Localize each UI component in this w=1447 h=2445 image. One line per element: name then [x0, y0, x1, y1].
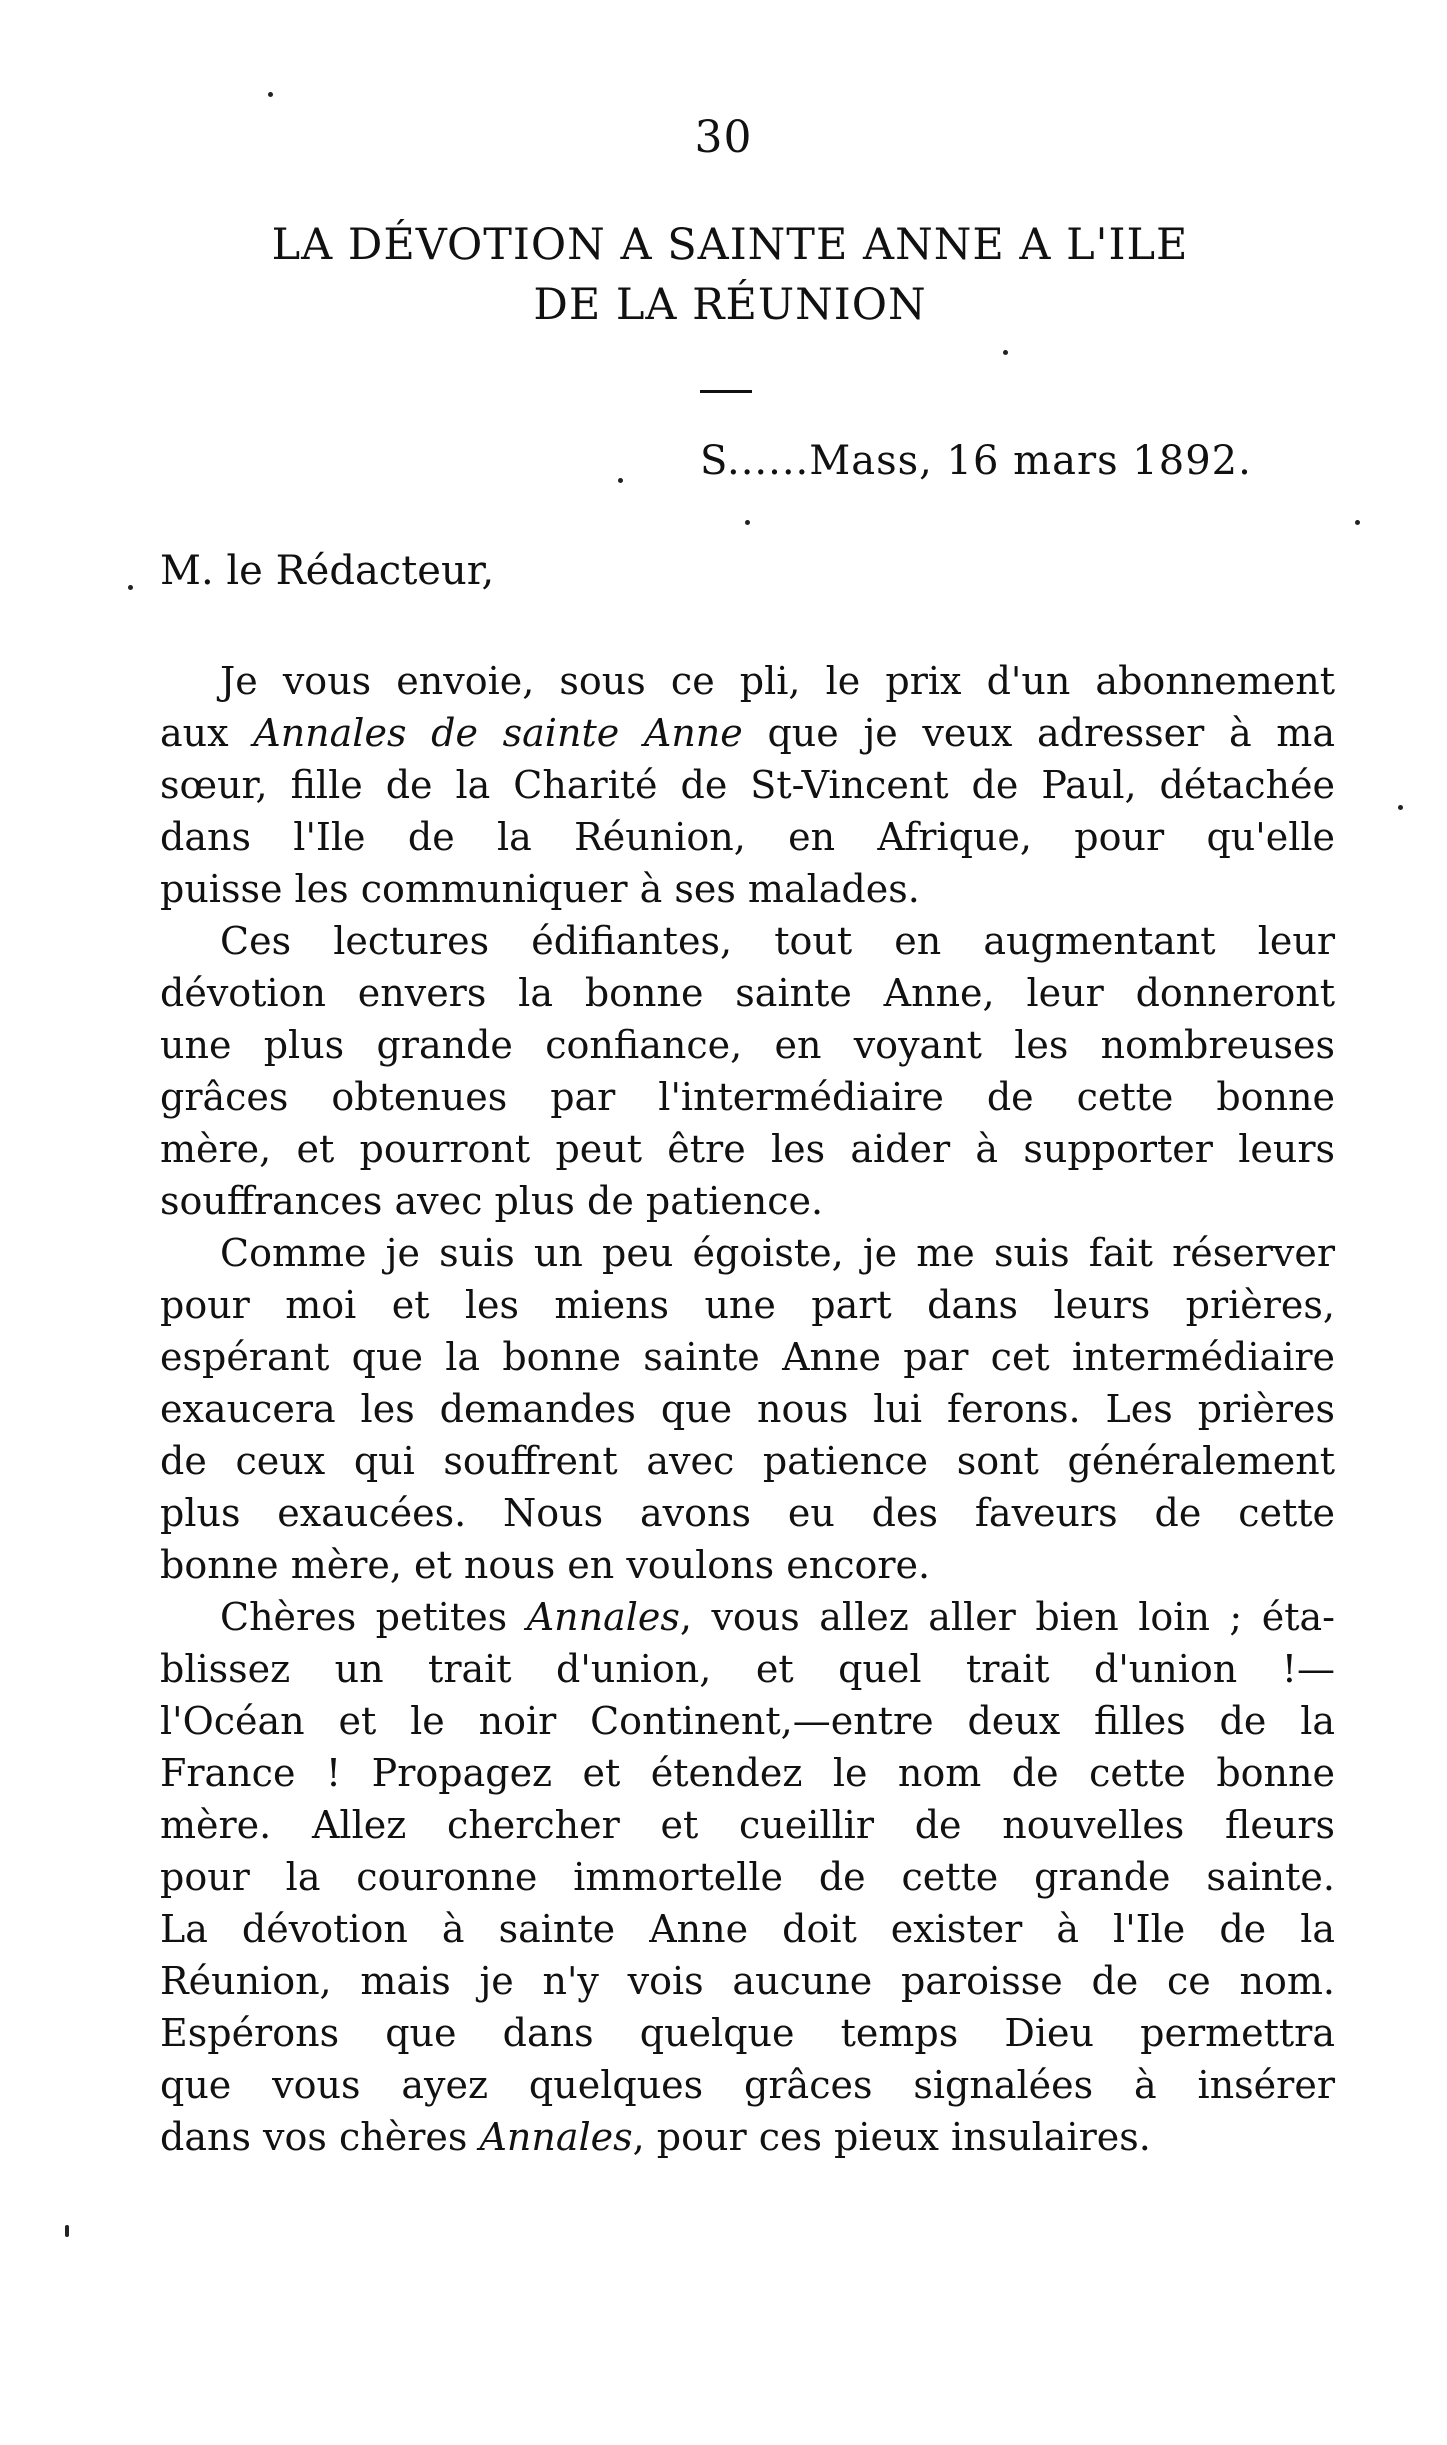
- text-line: [160, 1175, 1335, 1227]
- text-line: [160, 1487, 1335, 1539]
- text-segment: dans vos chères: [160, 2115, 480, 2159]
- text-line: [160, 1279, 1335, 1331]
- text-segment: pour la couronne immortelle de cette grande sainte.: [160, 1855, 1335, 1899]
- text-segment: souffrances avec plus de patience.: [160, 1179, 824, 1223]
- text-segment: grâces obtenues par l'intermédiaire de cette bonne: [160, 1075, 1335, 1119]
- print-speck: [65, 2225, 69, 2237]
- text-line: [160, 1591, 1335, 1643]
- page-number: 30: [694, 112, 753, 163]
- text-line: [160, 967, 1335, 1019]
- text-segment: France ! Propagez et étendez le nom de cette bonne: [160, 1751, 1335, 1795]
- text-line: [160, 915, 1335, 967]
- text-segment: espérant que la bonne sainte Anne par cet intermédiaire: [160, 1335, 1335, 1379]
- text-line: [160, 1955, 1335, 2007]
- print-speck: [1398, 805, 1403, 810]
- text-segment: Réunion, mais je n'y vois aucune paroisse de ce nom.: [160, 1959, 1335, 2003]
- text-segment: mère. Allez chercher et cueillir de nouvelles fleurs: [160, 1803, 1335, 1847]
- text-segment: une plus grande confiance, en voyant les nombreuses: [160, 1023, 1335, 1067]
- letter-body: [160, 655, 1335, 2163]
- text-segment: que je veux adresser à ma: [742, 711, 1336, 755]
- text-line: [160, 1435, 1335, 1487]
- italic-title: Annales de sainte Anne: [253, 711, 743, 755]
- text-segment: blissez un trait d'union, et quel trait d'union !—: [160, 1647, 1335, 1691]
- text-segment: plus exaucées. Nous avons eu des faveurs de cette: [160, 1491, 1335, 1535]
- text-line: [160, 863, 1335, 915]
- text-line: [160, 1539, 1335, 1591]
- paragraph: [160, 1227, 1335, 1591]
- text-line: [160, 1903, 1335, 1955]
- print-speck: [745, 520, 750, 525]
- text-segment: sœur, fille de la Charité de St-Vincent de Paul, détachée: [160, 763, 1335, 807]
- text-segment: dévotion envers la bonne sainte Anne, leur donneront: [160, 971, 1335, 1015]
- print-speck: [618, 478, 623, 483]
- text-line: [160, 1227, 1335, 1279]
- text-line: [160, 1695, 1335, 1747]
- text-line: [160, 655, 1335, 707]
- article-title: [140, 215, 1320, 335]
- text-segment: pour moi et les miens une part dans leurs prières,: [160, 1283, 1335, 1327]
- text-line: [160, 1331, 1335, 1383]
- text-segment: puisse les communiquer à ses malades.: [160, 867, 920, 911]
- paragraph: [160, 655, 1335, 915]
- text-line: [160, 811, 1335, 863]
- text-segment: exaucera les demandes que nous lui ferons. Les prières: [160, 1387, 1335, 1431]
- text-segment: l'Océan et le noir Continent,—entre deux filles de la: [160, 1699, 1335, 1743]
- text-line: [160, 1019, 1335, 1071]
- text-segment: que vous ayez quelques grâces signalées à insérer: [160, 2063, 1335, 2107]
- salutation: M. le Rédacteur,: [160, 548, 495, 594]
- text-line: [160, 1747, 1335, 1799]
- print-speck: [1003, 350, 1008, 355]
- print-speck: [128, 585, 133, 590]
- text-segment: dans l'Ile de la Réunion, en Afrique, pour qu'elle: [160, 815, 1335, 859]
- paragraph: [160, 1591, 1335, 2163]
- text-line: [160, 759, 1335, 811]
- text-line: [160, 2059, 1335, 2111]
- text-segment: Espérons que dans quelque temps Dieu permettra: [160, 2011, 1335, 2055]
- text-line: [160, 1851, 1335, 1903]
- text-segment: Ces lectures édifiantes, tout en augmentant leur: [220, 919, 1335, 963]
- text-segment: Chères petites: [220, 1595, 527, 1639]
- text-segment: La dévotion à sainte Anne doit exister à l'Ile de la: [160, 1907, 1335, 1951]
- text-line: [160, 1071, 1335, 1123]
- print-speck: [1355, 520, 1360, 525]
- print-speck: [268, 92, 273, 97]
- title-line-2: DE LA RÉUNION: [533, 280, 927, 330]
- italic-title: Annales: [526, 1595, 680, 1639]
- text-segment: bonne mère, et nous en voulons encore.: [160, 1543, 931, 1587]
- dateline: S......Mass, 16 mars 1892.: [700, 438, 1252, 484]
- text-line: [160, 2007, 1335, 2059]
- title-line-1: LA DÉVOTION A SAINTE ANNE A L'ILE: [271, 220, 1189, 270]
- italic-title: Annales: [479, 2115, 633, 2159]
- paragraph: [160, 915, 1335, 1227]
- text-segment: de ceux qui souffrent avec patience sont généralement: [160, 1439, 1335, 1483]
- text-line: [160, 707, 1335, 759]
- text-line: [160, 1123, 1335, 1175]
- text-segment: , pour ces pieux insulaires.: [632, 2115, 1151, 2159]
- text-segment: Comme je suis un peu égoiste, je me suis fait réserver: [220, 1231, 1335, 1275]
- title-separator: [700, 390, 752, 393]
- text-segment: aux: [160, 711, 254, 755]
- text-segment: Je vous envoie, sous ce pli, le prix d'un abonnement: [220, 659, 1335, 703]
- text-line: [160, 1643, 1335, 1695]
- text-segment: , vous allez aller bien loin ; éta-: [679, 1595, 1335, 1639]
- text-line: [160, 1799, 1335, 1851]
- text-line: [160, 1383, 1335, 1435]
- text-line: [160, 2111, 1335, 2163]
- text-segment: mère, et pourront peut être les aider à supporter leurs: [160, 1127, 1335, 1171]
